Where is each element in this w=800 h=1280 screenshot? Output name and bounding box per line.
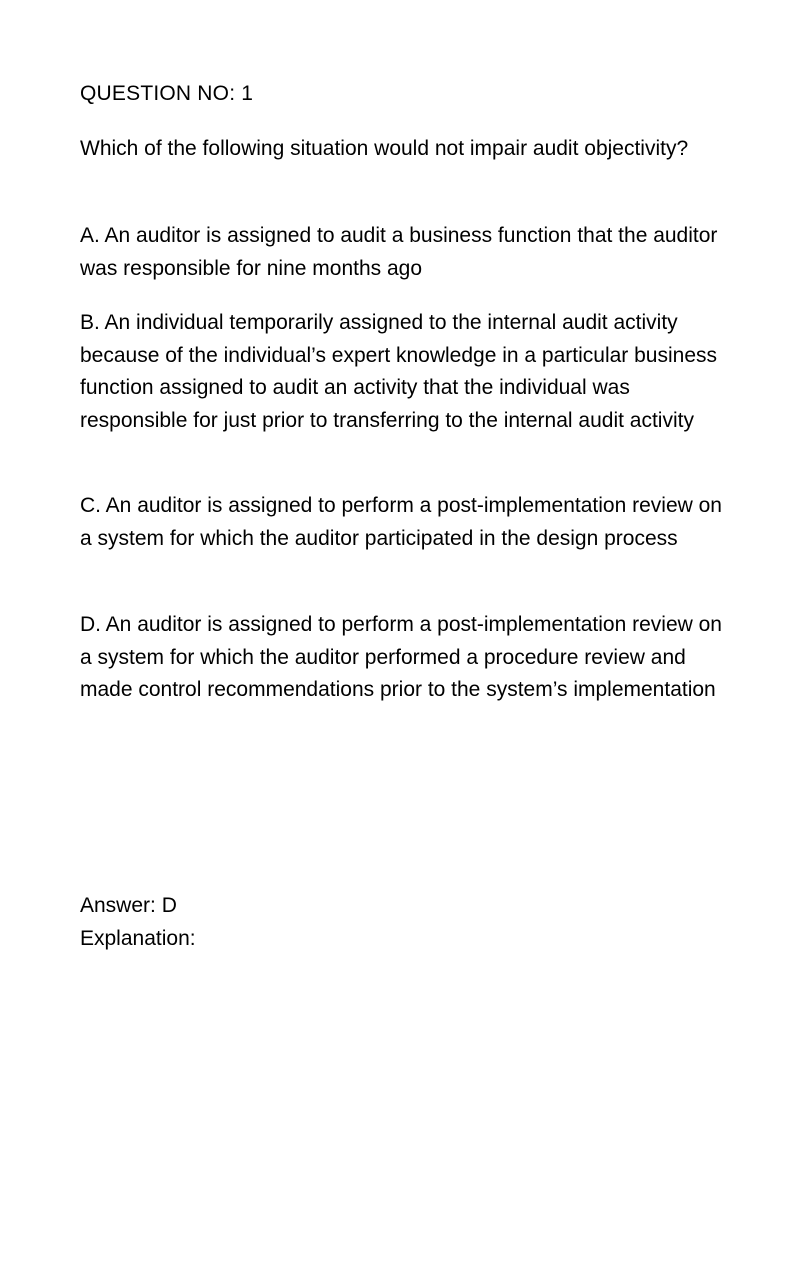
option-a: A. An auditor is assigned to audit a business function that the auditor was responsible for nine months ago <box>80 224 718 280</box>
answer-line: Answer: D <box>80 894 177 917</box>
option-d: D. An auditor is assigned to perform a post-implementation review on a system for which the auditor performed a procedure review and made control recommendations prior to the system’s implementation <box>80 613 722 701</box>
explanation-label: Explanation: <box>80 927 196 950</box>
option-c: C. An auditor is assigned to perform a post-implementation review on a system for which the auditor participated in the design process <box>80 494 722 550</box>
question-heading: QUESTION NO: 1 <box>80 82 254 105</box>
question-stem: Which of the following situation would not impair audit objectivity? <box>80 137 689 160</box>
option-b: B. An individual temporarily assigned to the internal audit activity because of the individual’s expert knowledge in a particular business function assigned to audit an activity that the individual was responsible for just prior to transferring to the internal audit activity <box>80 311 718 432</box>
